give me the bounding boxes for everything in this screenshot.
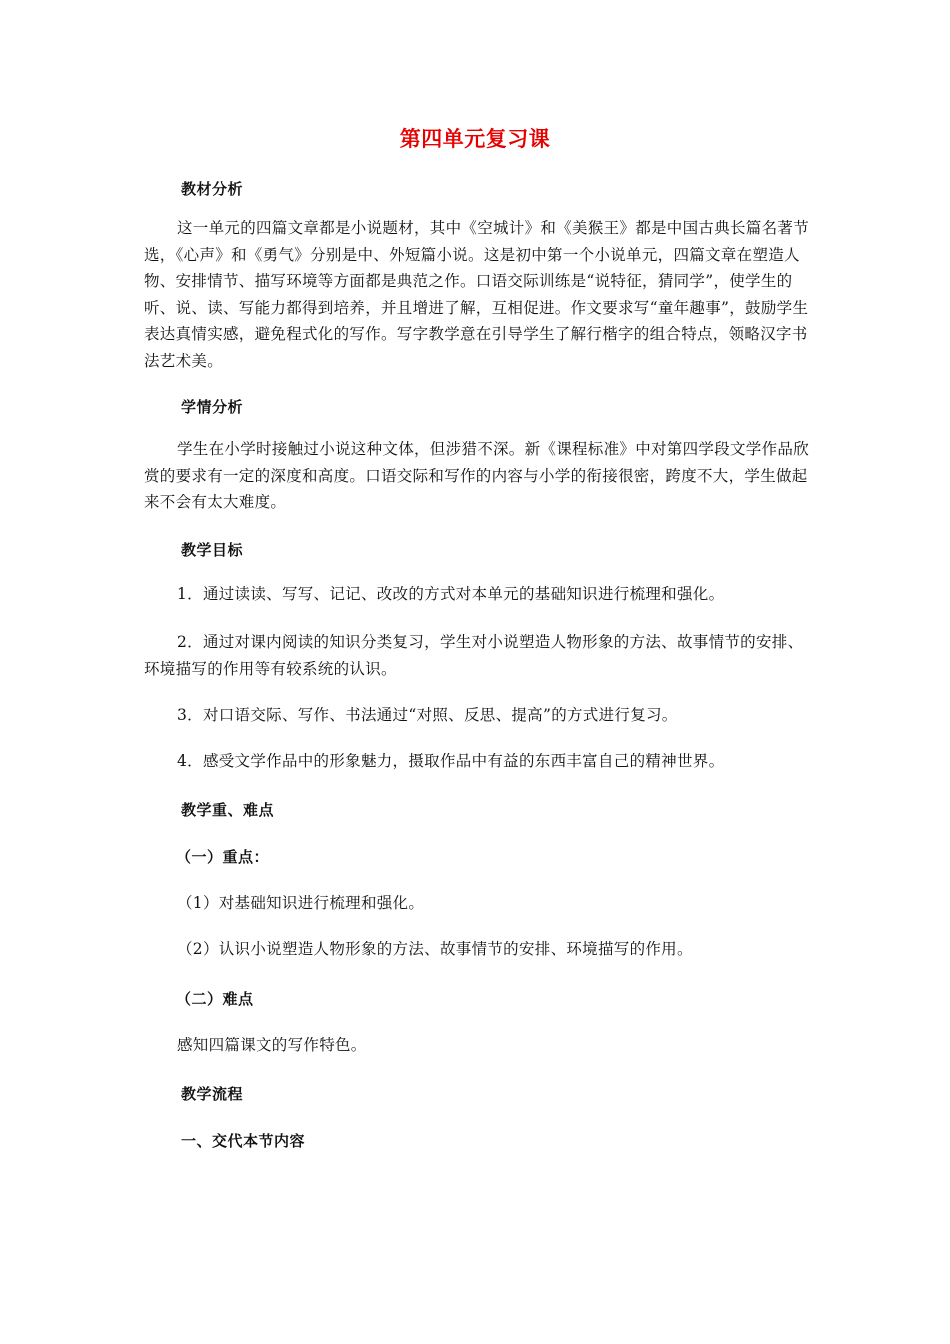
- paragraph-material-analysis: 这一单元的四篇文章都是小说题材，其中《空城计》和《美猴王》都是中国古典长篇名著节选，《心声》和《勇气》分别是中、外短篇小说。这是初中第一个小说单元，四篇文章在塑造人物、安排情节、描写环境等方面都是典范之作。口语交际训练是“说特征，猜同学”，使学生的听、说、读、写能力都得到培养，并且增进了解，互相促进。作文要求写“童年趣事”，鼓励学生表达真情实感，避免程式化的写作。写字教学意在引导学生了解行楷字的组合特点，领略汉字书法艺术美。: [144, 219, 810, 370]
- heading-teaching-flow: 教学流程: [181, 1085, 244, 1103]
- heading-key-points: 教学重、难点: [181, 801, 275, 819]
- document-title: 第四单元复习课: [399, 126, 551, 151]
- subheading-key: （一）重点：: [176, 848, 270, 866]
- goal-item: 1．通过读读、写写、记记、改改的方式对本单元的基础知识进行梳理和强化。: [177, 585, 725, 603]
- heading-teaching-goals: 教学目标: [181, 541, 244, 559]
- paragraph-student-analysis: 学生在小学时接触过小说这种文体，但涉猎不深。新《课程标准》中对第四学段文学作品欣赏的要求有一定的深度和高度。口语交际和写作的内容与小学的衔接很密，跨度不大，学生做起来不会有太大难度。: [144, 440, 810, 511]
- goal-item: 2．通过对课内阅读的知识分类复习，学生对小说塑造人物形象的方法、故事情节的安排、环境描写的作用等有较系统的认识。: [144, 633, 804, 678]
- heading-student-analysis: 学情分析: [181, 398, 244, 416]
- difficulty-text: 感知四篇课文的写作特色。: [177, 1036, 367, 1054]
- key-item: （1）对基础知识进行梳理和强化。: [177, 894, 425, 912]
- goal-item: 3．对口语交际、写作、书法通过“对照、反思、提高”的方式进行复习。: [177, 706, 678, 724]
- goal-item: 4．感受文学作品中的形象魅力，摄取作品中有益的东西丰富自己的精神世界。: [177, 752, 725, 770]
- subheading-flow-step-1: 一、交代本节内容: [181, 1132, 306, 1150]
- subheading-difficulty: （二）难点: [176, 990, 254, 1008]
- key-item: （2）认识小说塑造人物形象的方法、故事情节的安排、环境描写的作用。: [177, 940, 693, 958]
- heading-material-analysis: 教材分析: [181, 180, 244, 198]
